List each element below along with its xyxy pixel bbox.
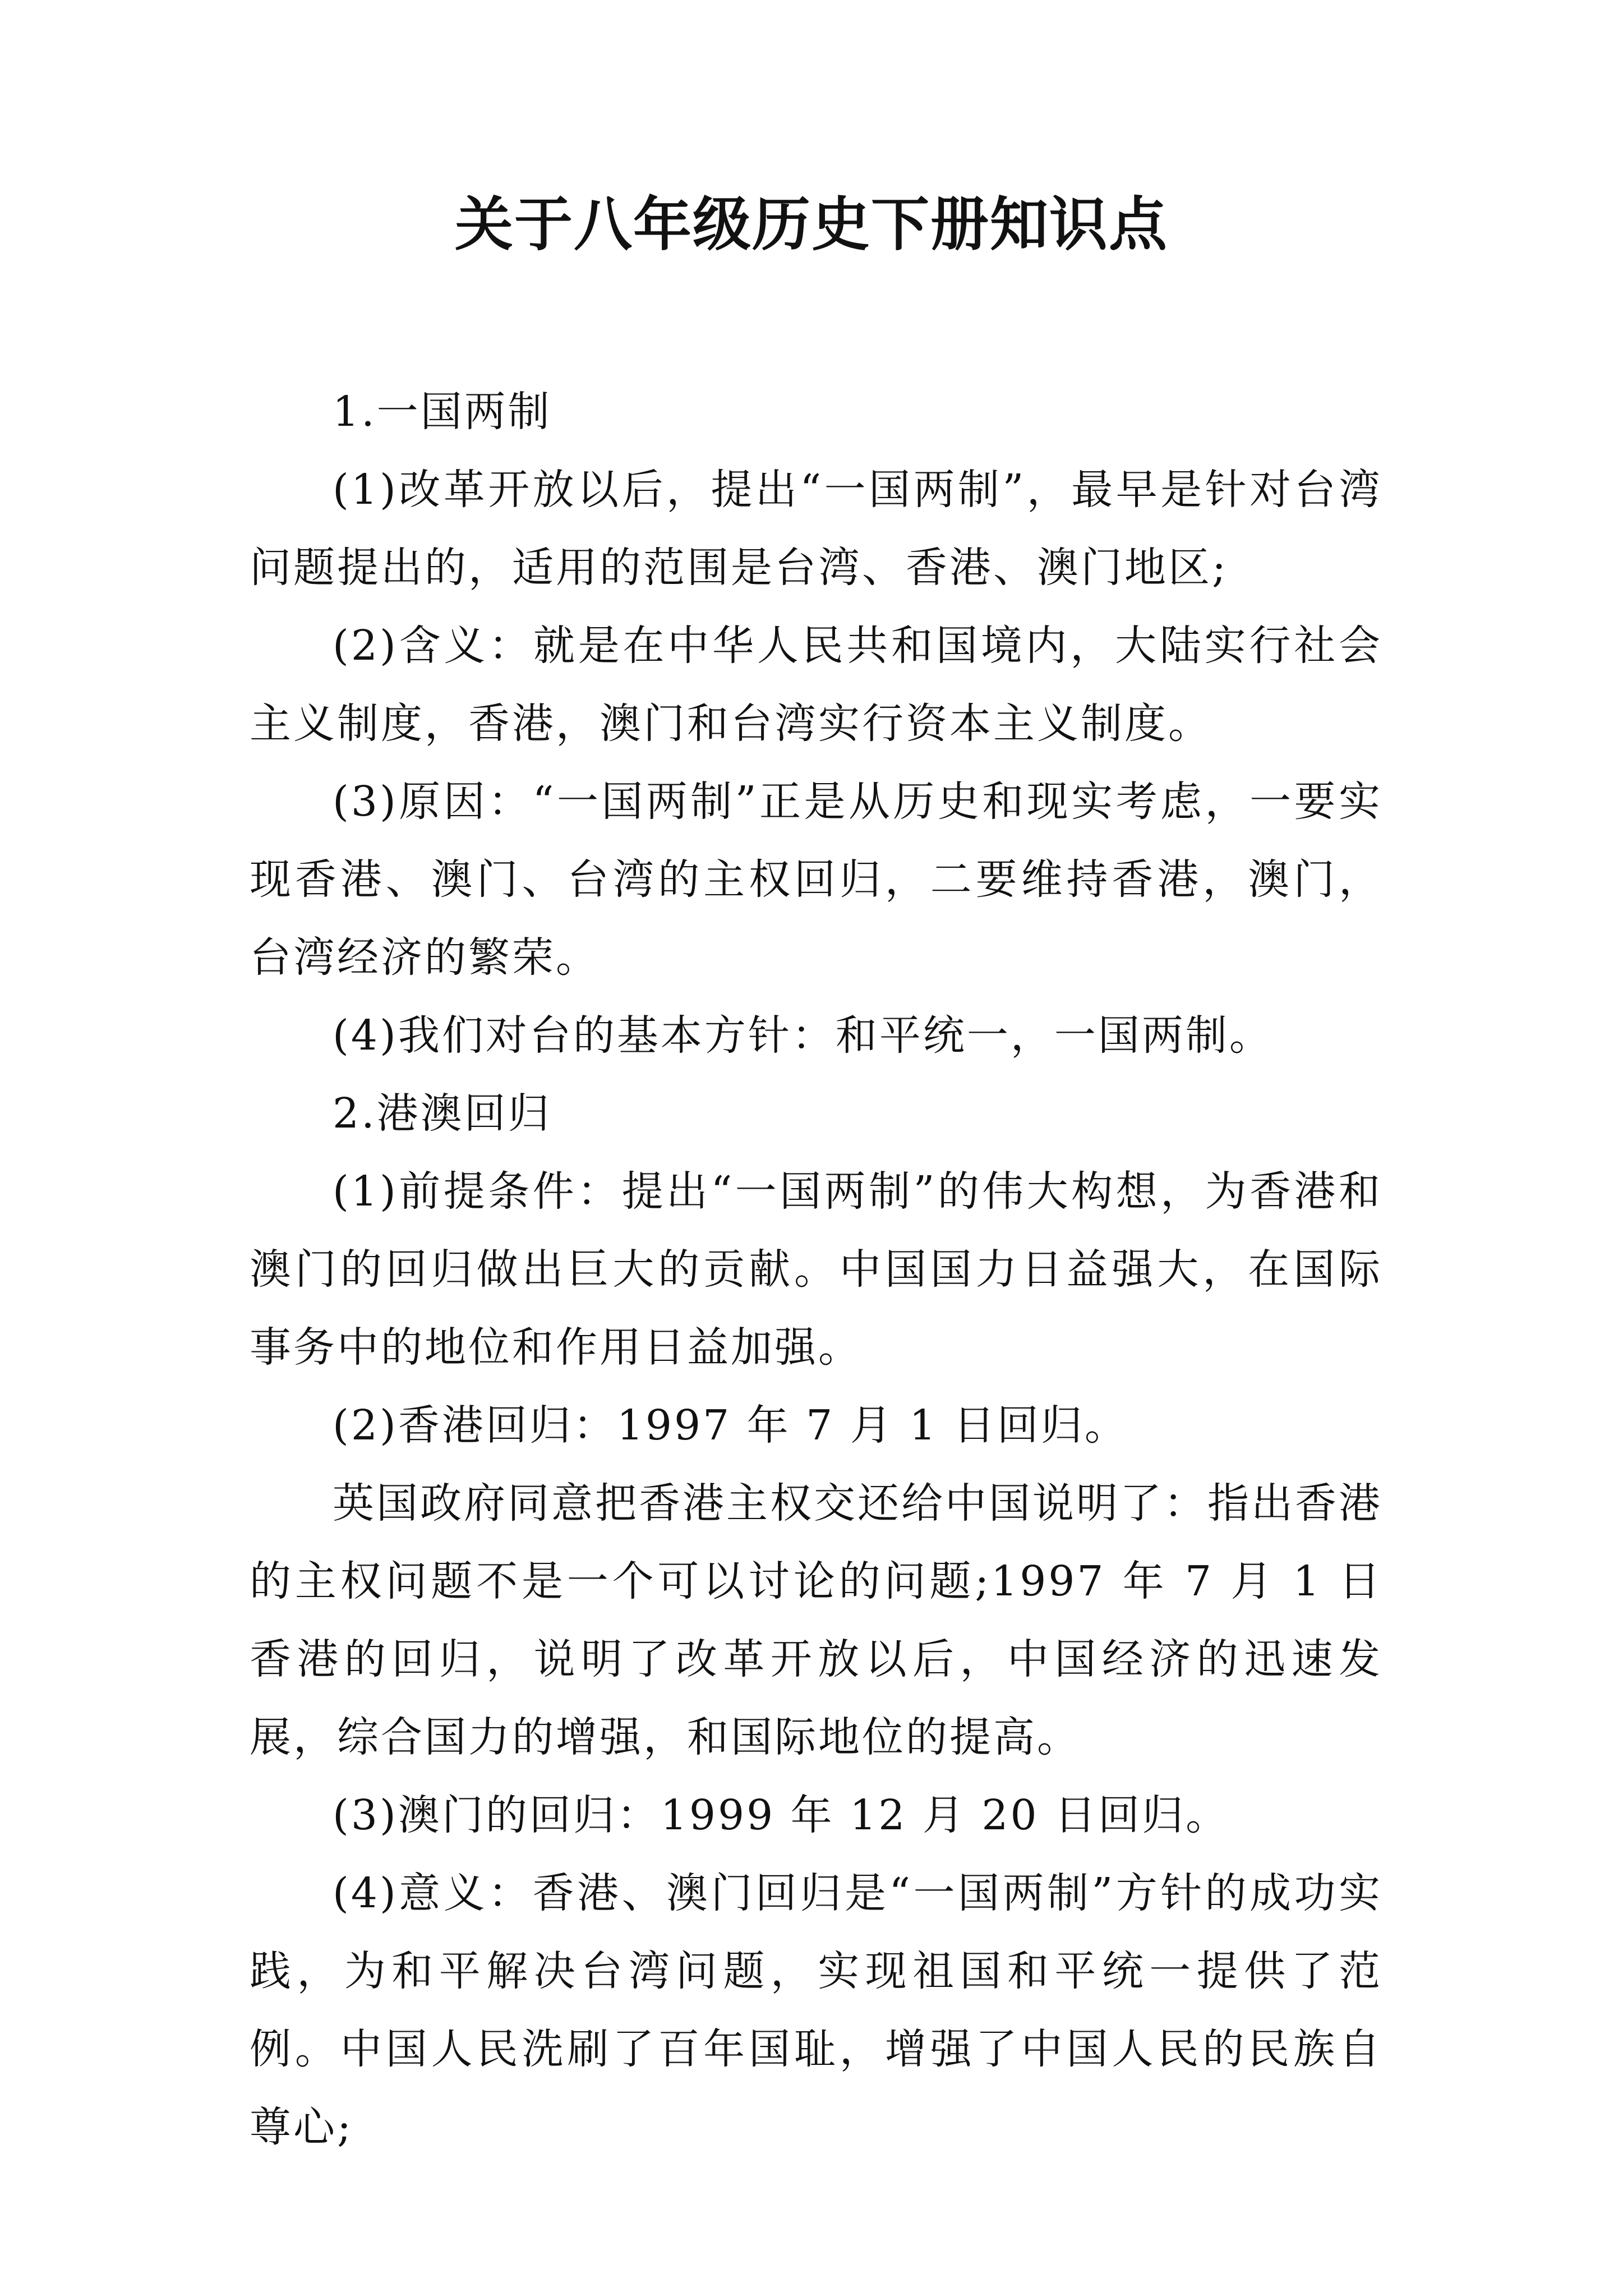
section-heading-hk-macau-return: 2.港澳回归 — [333, 1089, 552, 1138]
paragraph: (2)香港回归：1997 年 7 月 1 日回归。 — [333, 1401, 1128, 1450]
section-heading-one-country-two-systems: 1.一国两制 — [333, 388, 552, 436]
paragraph: 英国政府同意把香港主权交还给中国说明了：指出香港的主权问题不是一个可以讨论的问题;1997 年 7 月 1 日香港的回归，说明了改革开放以后，中国经济的迅速发展，综合国力的增强，和国际地位的提高。 — [250, 1479, 1382, 1761]
paragraph: (2)含义：就是在中华人民共和国境内，大陆实行社会主义制度，香港，澳门和台湾实行资本主义制度。 — [250, 622, 1382, 748]
paragraph: (4)我们对台的基本方针：和平统一，一国两制。 — [333, 1011, 1273, 1060]
paragraph: (3)澳门的回归：1999 年 12 月 20 日回归。 — [333, 1791, 1230, 1839]
paragraph: (4)意义：香港、澳门回归是“一国两制”方针的成功实践，为和平解决台湾问题，实现祖国和平统一提供了范例。中国人民洗刷了百年国耻，增强了中国人民的民族自尊心; — [250, 1869, 1382, 2151]
paragraph: (3)原因：“一国两制”正是从历史和现实考虑，一要实现香港、澳门、台湾的主权回归，二要维持香港，澳门，台湾经济的繁荣。 — [250, 777, 1382, 982]
paragraph: (1)前提条件：提出“一国两制”的伟大构想，为香港和澳门的回归做出巨大的贡献。中国国力日益强大，在国际事务中的地位和作用日益加强。 — [250, 1167, 1382, 1372]
document-title: 关于八年级历史下册知识点 — [454, 190, 1168, 259]
paragraph: (1)改革开放以后，提出“一国两制”，最早是针对台湾问题提出的，适用的范围是台湾、香港、澳门地区; — [250, 466, 1382, 592]
document-body — [250, 373, 1382, 2166]
